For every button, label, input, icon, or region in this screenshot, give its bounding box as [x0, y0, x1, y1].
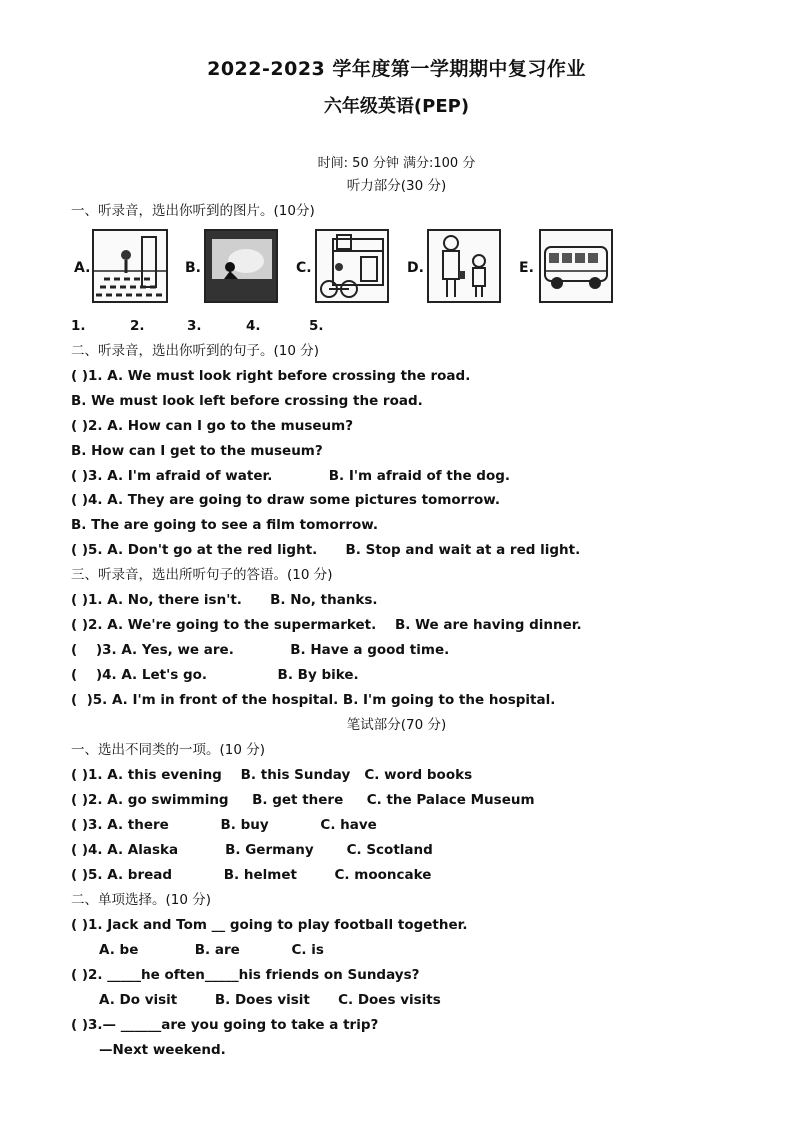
question-line: ( )3.— ______are you going to take a trip? — [71, 1017, 379, 1033]
option-line: A. be B. are C. is — [99, 942, 324, 958]
answer-number-2: 2. — [130, 318, 145, 334]
written-section-2-heading: 二、单项选择。(10 分) — [71, 892, 212, 908]
listening-part-heading: 听力部分(30 分) — [346, 178, 447, 194]
picture-label-e: E. — [519, 260, 534, 276]
exam-meta: 时间: 50 分钟 满分:100 分 — [317, 156, 476, 171]
option-line: A. Do visit B. Does visit C. Does visits — [99, 992, 441, 1008]
question-line: ( )1. Jack and Tom __ going to play football together. — [71, 917, 468, 933]
written-part-heading: 笔试部分(70 分) — [346, 717, 447, 733]
question-line: ( )5. A. Don't go at the red light. B. Stop and wait at a red light. — [71, 542, 581, 558]
picture-c-bike-shop — [315, 229, 389, 303]
picture-label-d: D. — [407, 260, 424, 276]
question-line: ( )2. A. go swimming B. get there C. the Palace Museum — [71, 792, 535, 808]
question-line: B. We must look left before crossing the road. — [71, 393, 423, 409]
document-title: 2022-2023 学年度第一学期期中复习作业 — [207, 58, 586, 80]
answer-number-5: 5. — [309, 318, 324, 334]
picture-b-silhouette — [204, 229, 278, 303]
picture-e-bus — [539, 229, 613, 303]
answer-line: —Next weekend. — [99, 1042, 226, 1058]
question-line: ( )4. A. They are going to draw some pictures tomorrow. — [71, 492, 500, 508]
question-line: ( )4. A. Alaska B. Germany C. Scotland — [71, 842, 433, 858]
question-line: ( )2. A. We're going to the supermarket. B. We are having dinner. — [71, 617, 582, 633]
question-line: ( )1. A. We must look right before crossing the road. — [71, 368, 471, 384]
listen-section-1-heading: 一、听录音，选出你听到的图片。(10分) — [71, 203, 315, 219]
question-line: ( )1. A. No, there isn't. B. No, thanks. — [71, 592, 378, 608]
answer-number-3: 3. — [187, 318, 202, 334]
listen-section-3-heading: 三、听录音，选出所听句子的答语。(10 分) — [71, 567, 333, 583]
picture-label-c: C. — [296, 260, 312, 276]
question-line: ( )5. A. bread B. helmet C. mooncake — [71, 867, 432, 883]
listen-section-2-heading: 二、听录音，选出你听到的句子。(10 分) — [71, 343, 320, 359]
picture-label-b: B. — [185, 260, 201, 276]
question-line: ( )5. A. I'm in front of the hospital. B. I'm going to the hospital. — [71, 692, 556, 708]
question-line: ( )2. _____he often_____his friends on Sundays? — [71, 967, 420, 983]
question-line: ( )4. A. Let's go. B. By bike. — [71, 667, 359, 683]
picture-a-crosswalk — [92, 229, 168, 303]
question-line: ( )2. A. How can I go to the museum? — [71, 418, 354, 434]
written-section-1-heading: 一、选出不同类的一项。(10 分) — [71, 742, 266, 758]
picture-label-a: A. — [74, 260, 91, 276]
question-line: ( )3. A. I'm afraid of water. B. I'm afraid of the dog. — [71, 468, 511, 484]
answer-number-1: 1. — [71, 318, 86, 334]
document-subtitle: 六年级英语(PEP) — [323, 96, 470, 117]
question-line: B. How can I get to the museum? — [71, 443, 323, 459]
question-line: ( )1. A. this evening B. this Sunday C. word books — [71, 767, 473, 783]
answer-number-4: 4. — [246, 318, 261, 334]
question-line: ( )3. A. there B. buy C. have — [71, 817, 377, 833]
picture-d-two-people — [427, 229, 501, 303]
question-line: B. The are going to see a film tomorrow. — [71, 517, 379, 533]
question-line: ( )3. A. Yes, we are. B. Have a good time. — [71, 642, 450, 658]
